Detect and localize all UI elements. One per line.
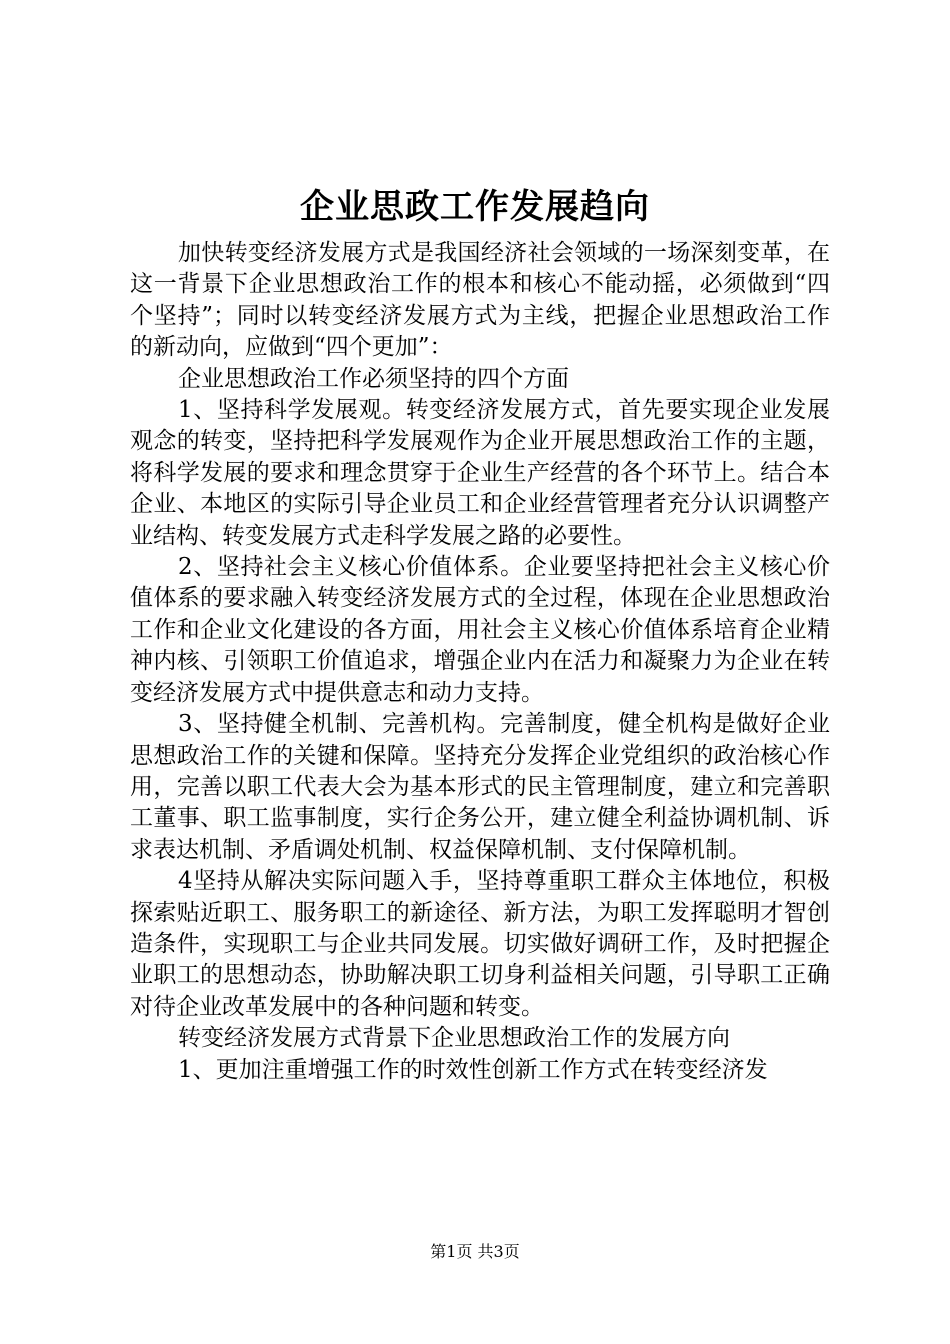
document-body — [130, 238, 830, 1086]
document-title: 企业思政工作发展趋向 — [300, 187, 650, 227]
paragraph-intro: 加快转变经济发展方式是我国经济社会领域的一场深刻变革，在这一背景下企业思想政治工作的根本和核心不能动摇，必须做到“四个坚持”；同时以转变经济发展方式为主线，把握企业思想政治工作的新动向，应做到“四个更加”： — [130, 240, 830, 361]
page-footer: 第1页 共3页 — [430, 1242, 520, 1261]
section-heading-development-direction: 转变经济发展方式背景下企业思想政治工作的发展方向 — [178, 1025, 730, 1052]
paragraph-point-4: 4坚持从解决实际问题入手，坚持尊重职工群众主体地位，积极探索贴近职工、服务职工的新途径、新方法，为职工发挥聪明才智创造条件，实现职工与企业共同发展。切实做好调研工作，及时把握企业职工的思想动态，协助解决职工切身利益相关问题，引导职工正确对待企业改革发展中的各种问题和转变。 — [130, 868, 830, 1020]
section-heading-four-persistences: 企业思想政治工作必须坚持的四个方面 — [178, 365, 569, 392]
paragraph-direction-1: 1、更加注重增强工作的时效性创新工作方式在转变经济发 — [178, 1056, 768, 1083]
paragraph-point-1: 1、坚持科学发展观。转变经济发展方式，首先要实现企业发展观念的转变，坚持把科学发展观作为企业开展思想政治工作的主题，将科学发展的要求和理念贯穿于企业生产经营的各个环节上。结合本企业、本地区的实际引导企业员工和企业经营管理者充分认识调整产业结构、转变发展方式走科学发展之路的必要性。 — [130, 397, 830, 549]
paragraph-point-3: 3、坚持健全机制、完善机构。完善制度，健全机构是做好企业思想政治工作的关键和保障。坚持充分发挥企业党组织的政治核心作用，完善以职工代表大会为基本形式的民主管理制度，建立和完善职工董事、职工监事制度，实行企务公开，建立健全利益协调机制、诉求表达机制、矛盾调处机制、权益保障机制、支付保障机制。 — [130, 711, 830, 863]
paragraph-point-2: 2、坚持社会主义核心价值体系。企业要坚持把社会主义核心价值体系的要求融入转变经济发展方式的全过程，体现在企业思想政治工作和企业文化建设的各方面，用社会主义核心价值体系培育企业精神内核、引领职工价值追求，增强企业内在活力和凝聚力为企业在转变经济发展方式中提供意志和动力支持。 — [130, 554, 830, 706]
